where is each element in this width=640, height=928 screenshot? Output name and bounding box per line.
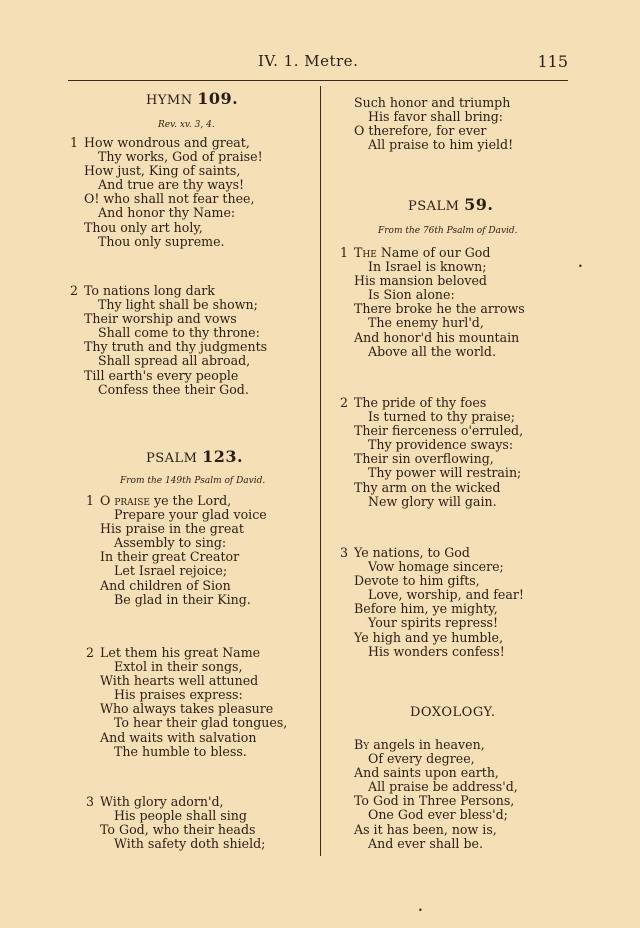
verse-line: His favor shall bring: <box>368 109 504 125</box>
verse-line: New glory will gain. <box>368 493 497 509</box>
verse-line: Be glad in their King. <box>114 591 251 607</box>
opening-rest: Name of our God <box>376 245 491 260</box>
psalm-123-stanza-2 <box>86 645 288 759</box>
verse-line: Till earth's every people <box>84 367 239 383</box>
hymn-number: 109. <box>197 89 239 108</box>
verse-line: The pride of thy foes <box>354 395 487 410</box>
verse-line <box>100 494 267 508</box>
verse-line: In Israel is known; <box>368 259 487 275</box>
verse-line: And ever shall be. <box>368 835 483 851</box>
verse-line: And honor'd his mountain <box>354 329 520 345</box>
hymn-109-title <box>146 89 239 108</box>
verse-line: All praise be address'd, <box>368 779 518 795</box>
verse-line: Thy providence sways: <box>368 437 514 453</box>
verse-line: In their great Creator <box>100 549 240 565</box>
verse-number: 2 <box>70 283 79 298</box>
verse-line: Shall spread all abroad, <box>98 353 251 369</box>
verse-line: As it has been, now is, <box>354 821 497 837</box>
page-number: 115 <box>537 52 568 71</box>
hymn-109-stanza-1 <box>70 135 263 249</box>
verse-line: Thou only supreme. <box>98 233 225 249</box>
verse-line: Ye high and ye humble, <box>354 629 503 645</box>
verse-line: Before him, ye mighty, <box>354 601 498 617</box>
verse-line: Prepare your glad voice <box>114 507 267 523</box>
hymn-109-stanza-2 <box>70 283 268 397</box>
verse-line: Let Israel rejoice; <box>114 563 228 579</box>
verse-line: O therefore, for ever <box>354 123 487 139</box>
verse-line: Their worship and vows <box>84 311 237 327</box>
verse-line: The enemy hurl'd, <box>368 315 484 331</box>
column-divider <box>320 86 321 856</box>
verse-line: Is turned to thy praise; <box>368 409 515 425</box>
verse-line: Vow homage sincere; <box>368 559 504 575</box>
small-caps-opening: By <box>354 737 370 752</box>
continuation-stanza <box>354 96 513 152</box>
verse-line: Their fierceness o'erruled, <box>354 423 524 439</box>
verse-line: There broke he the arrows <box>354 301 525 317</box>
hymn-label: HYMN <box>146 93 193 108</box>
verse-line: Their sin overflowing, <box>354 451 494 467</box>
verse-line: Thy light shall be shown; <box>98 297 258 313</box>
psalm-number: 59. <box>464 195 494 214</box>
psalm-123-title <box>146 447 244 466</box>
verse-line: Assembly to sing: <box>114 535 227 551</box>
verse-line: And waits with salvation <box>100 729 257 745</box>
verse-line: Love, worship, and fear! <box>368 587 524 603</box>
verse-number: 1 <box>340 245 349 260</box>
verse-number: 2 <box>340 395 349 410</box>
psalm-59-title <box>408 195 494 214</box>
verse-number: 2 <box>86 645 95 660</box>
verse-line: And children of Sion <box>100 577 231 593</box>
verse-number: 3 <box>340 545 349 560</box>
header-rule <box>68 80 568 81</box>
verse-line: To God in Three Persons, <box>354 793 515 809</box>
verse-line: His praises express: <box>114 687 243 703</box>
psalm-59-source: From the 76th Psalm of David. <box>378 226 518 236</box>
psalm-number: 123. <box>202 447 244 466</box>
verse-line: One God ever bless'd; <box>368 807 508 823</box>
running-title: IV. 1. Metre. <box>258 52 359 70</box>
small-caps-opening: The <box>354 245 377 260</box>
verse-line: Ye nations, to God <box>354 545 470 560</box>
verse-line: O! who shall not fear thee, <box>84 191 255 207</box>
verse-line: Devote to him gifts, <box>354 573 480 589</box>
opening-rest: ye the Lord, <box>149 493 232 508</box>
verse-line: Extol in their songs, <box>114 659 243 675</box>
verse-line: And true are thy ways! <box>98 177 245 193</box>
opening-rest: angels in heaven, <box>369 737 485 752</box>
verse-line: Confess thee their God. <box>98 381 249 397</box>
psalm-59-stanza-2 <box>340 395 524 509</box>
page-header <box>68 52 568 76</box>
verse-line: Above all the world. <box>368 343 496 359</box>
doxology-title: DOXOLOGY. <box>410 705 496 720</box>
verse-line: With glory adorn'd, <box>100 794 224 809</box>
verse-line <box>354 246 525 260</box>
verse-number: 1 <box>70 135 79 150</box>
verse-line: Thy arm on the wicked <box>354 479 501 495</box>
psalm-123-stanza-1 <box>86 493 267 607</box>
verse-line: To nations long dark <box>84 283 215 298</box>
verse-line: His wonders confess! <box>368 643 505 659</box>
verse-line: His people shall sing <box>114 808 247 824</box>
verse-line: Let them his great Name <box>100 645 261 660</box>
verse-line: With safety doth shield; <box>114 836 266 852</box>
verse-line: Thy truth and thy judgments <box>84 339 268 355</box>
ink-speck-icon: • <box>418 906 423 915</box>
verse-line: Thy power will restrain; <box>368 465 522 481</box>
verse-line: Who always takes pleasure <box>100 701 274 717</box>
verse-number: 3 <box>86 794 95 809</box>
psalm-label: PSALM <box>408 199 460 214</box>
verse-line <box>354 738 518 752</box>
verse-line: Thou only art holy, <box>84 219 203 235</box>
verse-line: Your spirits repress! <box>368 615 499 631</box>
verse-line: With hearts well attuned <box>100 673 259 689</box>
psalm-123-source: From the 149th Psalm of David. <box>120 476 266 486</box>
verse-line: His praise in the great <box>100 521 244 537</box>
verse-line: And honor thy Name: <box>98 205 236 221</box>
psalm-label: PSALM <box>146 451 198 466</box>
verse-number: 1 <box>86 493 95 508</box>
verse-line: How just, King of saints, <box>84 163 241 179</box>
verse-line: His mansion beloved <box>354 273 487 289</box>
psalm-59-stanza-3 <box>340 545 524 659</box>
hymn-109-source: Rev. xv. 3, 4. <box>158 120 215 130</box>
verse-line: Is Sion alone: <box>368 287 455 303</box>
psalm-123-stanza-3 <box>86 794 266 852</box>
verse-line: The humble to bless. <box>114 743 247 759</box>
verse-line: Shall come to thy throne: <box>98 325 260 341</box>
verse-line: Such honor and triumph <box>354 95 511 110</box>
verse-line: To hear their glad tongues, <box>114 715 288 731</box>
verse-line: To God, who their heads <box>100 822 256 838</box>
doxology-stanza <box>354 738 518 851</box>
verse-line: And saints upon earth, <box>354 765 499 781</box>
verse-line: All praise to him yield! <box>368 137 514 153</box>
verse-line: Thy works, God of praise! <box>98 149 263 165</box>
verse-line: Of every degree, <box>368 751 475 767</box>
verse-line: How wondrous and great, <box>84 135 250 150</box>
ink-speck-icon: • <box>578 262 583 271</box>
small-caps-opening: O praise <box>100 493 150 508</box>
psalm-59-stanza-1 <box>340 245 525 359</box>
